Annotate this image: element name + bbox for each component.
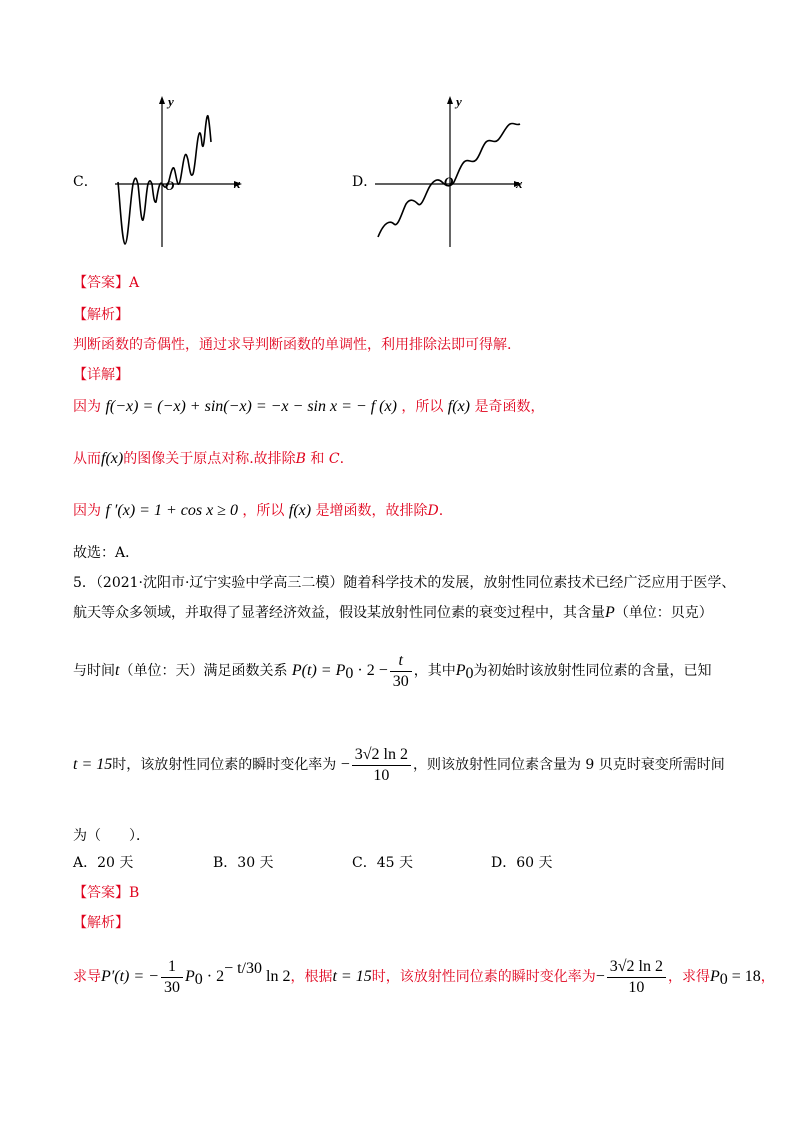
odd-function-equation: f(−x) = (−x) + sin(−x) = −x − sin x = − f (x) <box>105 398 397 415</box>
detail-4-tag: 【详解】 <box>73 367 129 383</box>
answer-value: A <box>129 275 140 291</box>
graph-c-x-label: x <box>234 176 241 191</box>
rate-fraction: $\frac{3√2 \ln 2}{10}$ <box>352 746 411 785</box>
option-c-label: C． <box>73 174 98 190</box>
analysis-4-tag: 【解析】 <box>73 307 129 323</box>
graph-c <box>110 92 250 252</box>
analysis-4-text: 判断函数的奇偶性，通过求导判断函数的单调性，利用排除法即可得解. <box>73 337 512 353</box>
graph-d <box>370 92 530 252</box>
detail-4-line-2: 从而f(x)的图像关于原点对称.故排除B 和 C. <box>73 450 345 467</box>
detail-4-line-3: 因为 f ′(x) = 1 + cos x ≥ 0 ，所以 f(x) 是增函数，故排除D. <box>73 502 444 519</box>
choose-4: 故选：A． <box>73 545 140 561</box>
q5-line-5: 为（ ）． <box>73 828 150 844</box>
q5-line-2: 航天等众多领域，并取得了显著经济效益，假设某放射性同位素的衰变过程中，其含量P（单位：贝克） <box>73 604 713 621</box>
answer-5 <box>73 883 139 903</box>
answer-4 <box>73 273 139 293</box>
decay-formula: $P(t) = P_0 \cdot 2$ − <box>291 662 388 682</box>
analysis-rate-fraction: $\frac{3√2 \ln 2}{10}$ <box>607 958 666 997</box>
graph-d-x-label: x <box>516 176 523 191</box>
derivative-formula: P′(t) = − <box>101 968 159 985</box>
detail-4-line-1: 因为 f(−x) = (−x) + sin(−x) = −x − sin x = − f (x) ，所以 f(x) 是奇函数， <box>73 398 545 415</box>
answer-tag: 【答案】 <box>73 885 129 901</box>
derivative-fraction: $\frac{1}{30}$ <box>161 958 183 997</box>
analysis-5-line: 求导P′(t) = − $\frac{1}{30}$ $P_0 \cdot 2^{- t/30}$ ln 2，根据t = 15时，该放射性同位素的瞬时变化率为− $\frac{3√2 \ln 2}{10}$ ，求得$P_0 = 18$， <box>73 957 775 996</box>
derivative-inequality: f ′(x) = 1 + cos x ≥ 0 <box>105 502 238 519</box>
q5-line-3: 与时间t（单位：天）满足函数关系 $P(t) = P_0 \cdot 2$ − $\frac{t}{30}$ ，其中$P_0$为初始时该放射性同位素的含量，已知 <box>73 651 712 690</box>
analysis-5-tag: 【解析】 <box>73 915 129 931</box>
answer-value: B <box>129 885 140 901</box>
graph-d-y-label: y <box>456 94 462 109</box>
graph-c-origin-label: O <box>165 178 175 193</box>
decay-exponent-fraction: $\frac{t}{30}$ <box>390 652 412 691</box>
option-d-label: D． <box>352 174 378 190</box>
q5-option-a[interactable]: A．20 天 <box>73 855 134 871</box>
q5-option-b[interactable]: B．30 天 <box>213 855 274 871</box>
q5-line-4: t = 15时，该放射性同位素的瞬时变化率为 − $\frac{3√2 \ln 2}{10}$ ，则该放射性同位素含量为 9 贝克时衰变所需时间 <box>73 745 725 784</box>
answer-tag: 【答案】 <box>73 275 129 291</box>
q5-option-d[interactable]: D．60 天 <box>491 855 553 871</box>
q5-line-1: 5．（2021·沈阳市·辽宁实验中学高三二模）随着科学技术的发展，放射性同位素技术已经广泛应用于医学、 <box>73 575 736 591</box>
graph-d-origin-label: O <box>444 174 454 189</box>
graph-c-y-label: y <box>168 94 174 109</box>
q5-option-c[interactable]: C．45 天 <box>352 855 413 871</box>
